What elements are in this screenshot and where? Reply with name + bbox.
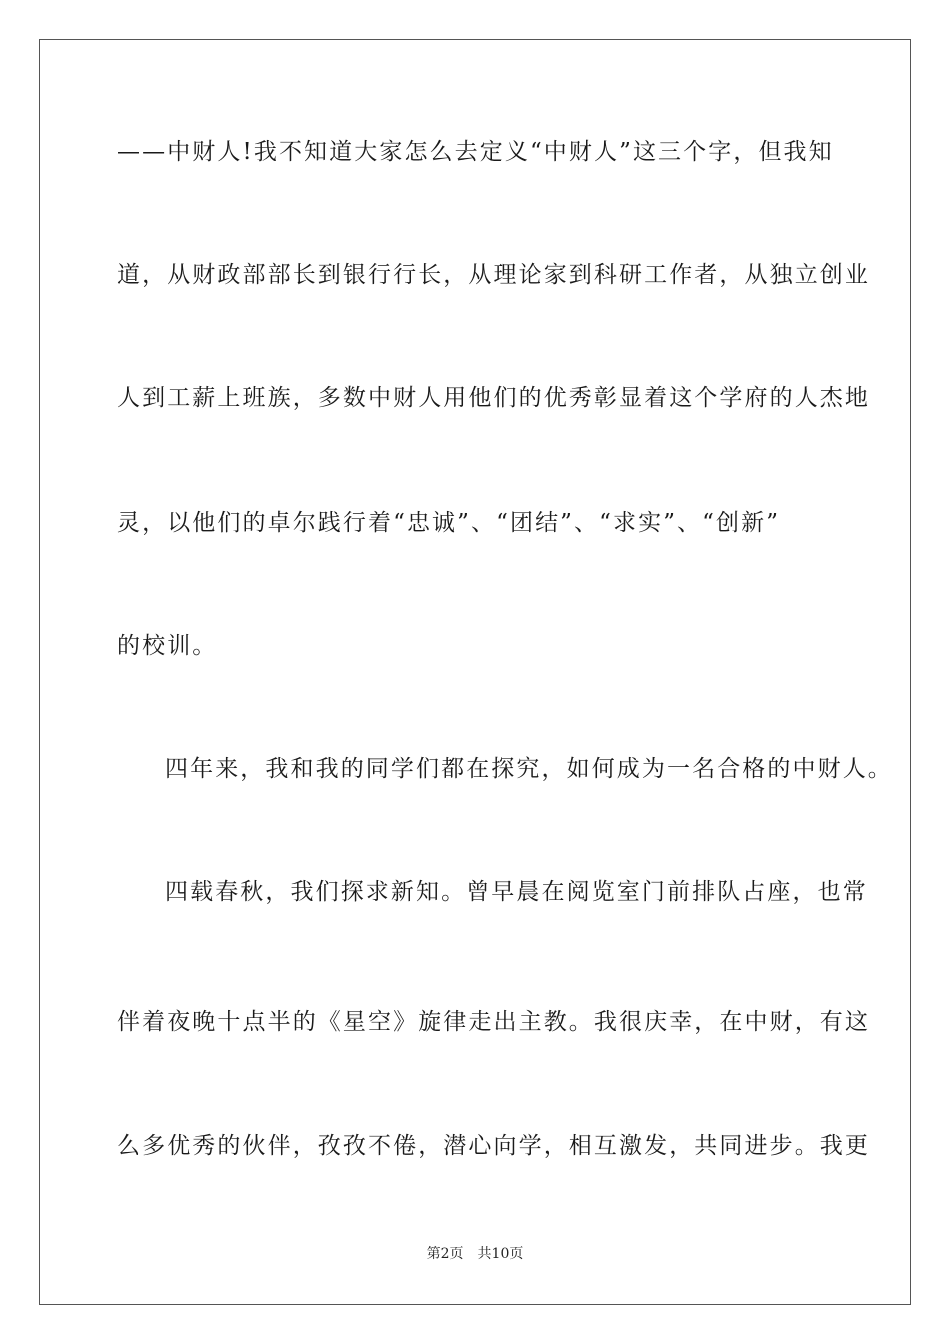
text-line-9: 么多优秀的伙伴，孜孜不倦，潜心向学，相互激发，共同进步。我更 (117, 1133, 870, 1159)
text-line-3: 人到工薪上班族，多数中财人用他们的优秀彰显着这个学府的人杰地 (117, 385, 870, 411)
text-line-6: 四年来，我和我的同学们都在探究，如何成为一名合格的中财人。 (165, 756, 893, 782)
page-total: 共10页 (477, 1246, 524, 1262)
text-line-2: 道，从财政部部长到银行行长，从理论家到科研工作者，从独立创业 (117, 262, 870, 288)
text-line-7: 四载春秋，我们探求新知。曾早晨在阅览室门前排队占座，也常 (165, 879, 868, 905)
text-line-8: 伴着夜晚十点半的《星空》旋律走出主教。我很庆幸，在中财，有这 (117, 1009, 870, 1035)
page-number: 第2页 (426, 1246, 464, 1262)
text-line-5: 的校训。 (117, 633, 218, 659)
text-line-1: ——中财人!我不知道大家怎么去定义“中财人”这三个字，但我知 (117, 139, 834, 165)
text-line-4: 灵，以他们的卓尔践行着“忠诚”、“团结”、“求实”、“创新” (117, 510, 781, 536)
page-footer (0, 1245, 950, 1263)
page-frame (39, 39, 911, 1305)
